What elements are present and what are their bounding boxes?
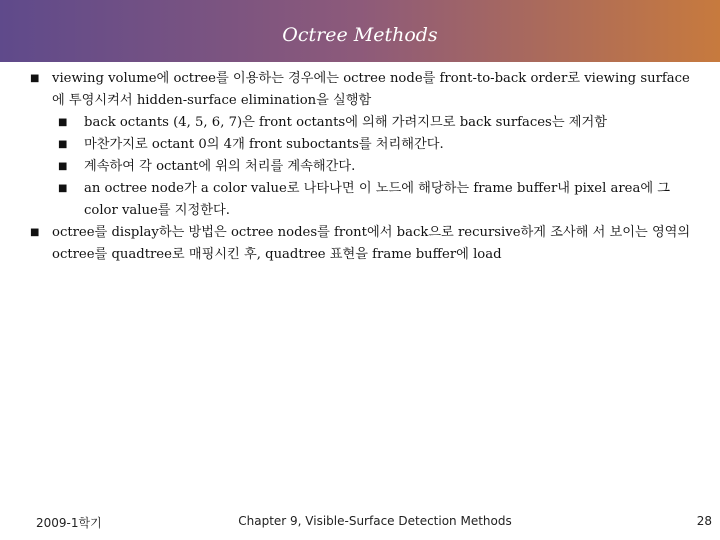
- square-bullet-icon: ■: [58, 139, 68, 150]
- bullet-item-2: [30, 222, 700, 266]
- square-bullet-icon: ■: [58, 161, 68, 172]
- sub-bullet-item-1: [30, 112, 700, 134]
- sub-bullet-text: 계속하여 각 octant에 위의 처리를 계속해간다.: [84, 159, 356, 174]
- square-bullet-icon: ■: [58, 117, 68, 128]
- sub-bullet-text: an octree node가 a color value로 나타나면 이 노드에 해당하는 frame buffer내 pixel area에 그 color value를 지정한다.: [84, 181, 671, 218]
- square-bullet-icon: ■: [58, 183, 68, 194]
- slide-title: Octree Methods: [282, 24, 438, 46]
- bullet-text: viewing volume에 octree를 이용하는 경우에는 octree node를 front-to-back order로 viewing surface에 투영시켜서 hidden-surface elimination을 실행함: [52, 71, 690, 108]
- footer-chapter: Chapter 9, Visible-Surface Detection Methods: [238, 514, 512, 528]
- slide-content: [30, 68, 700, 266]
- bullet-item-1: [30, 68, 700, 112]
- footer-semester: 2009-1학기: [36, 516, 102, 530]
- sub-bullet-text: back octants (4, 5, 6, 7)은 front octants에 의해 가려지므로 back surfaces는 제거함: [84, 115, 607, 130]
- sub-bullet-item-4: [30, 178, 700, 222]
- sub-bullet-text: 마찬가지로 octant 0의 4개 front suboctants를 처리해간다.: [84, 137, 444, 152]
- bullet-text: octree를 display하는 방법은 octree nodes를 front에서 back으로 recursive하게 조사해 서 보이는 영역의 octree를 quadtree로 매핑시킨 후, quadtree 표현을 frame buffer에 load: [52, 225, 691, 262]
- sub-bullet-item-2: [30, 134, 700, 156]
- sub-bullet-item-3: [30, 156, 700, 178]
- square-bullet-icon: ■: [30, 73, 40, 84]
- square-bullet-icon: ■: [30, 227, 40, 238]
- page-number: 28: [696, 514, 712, 528]
